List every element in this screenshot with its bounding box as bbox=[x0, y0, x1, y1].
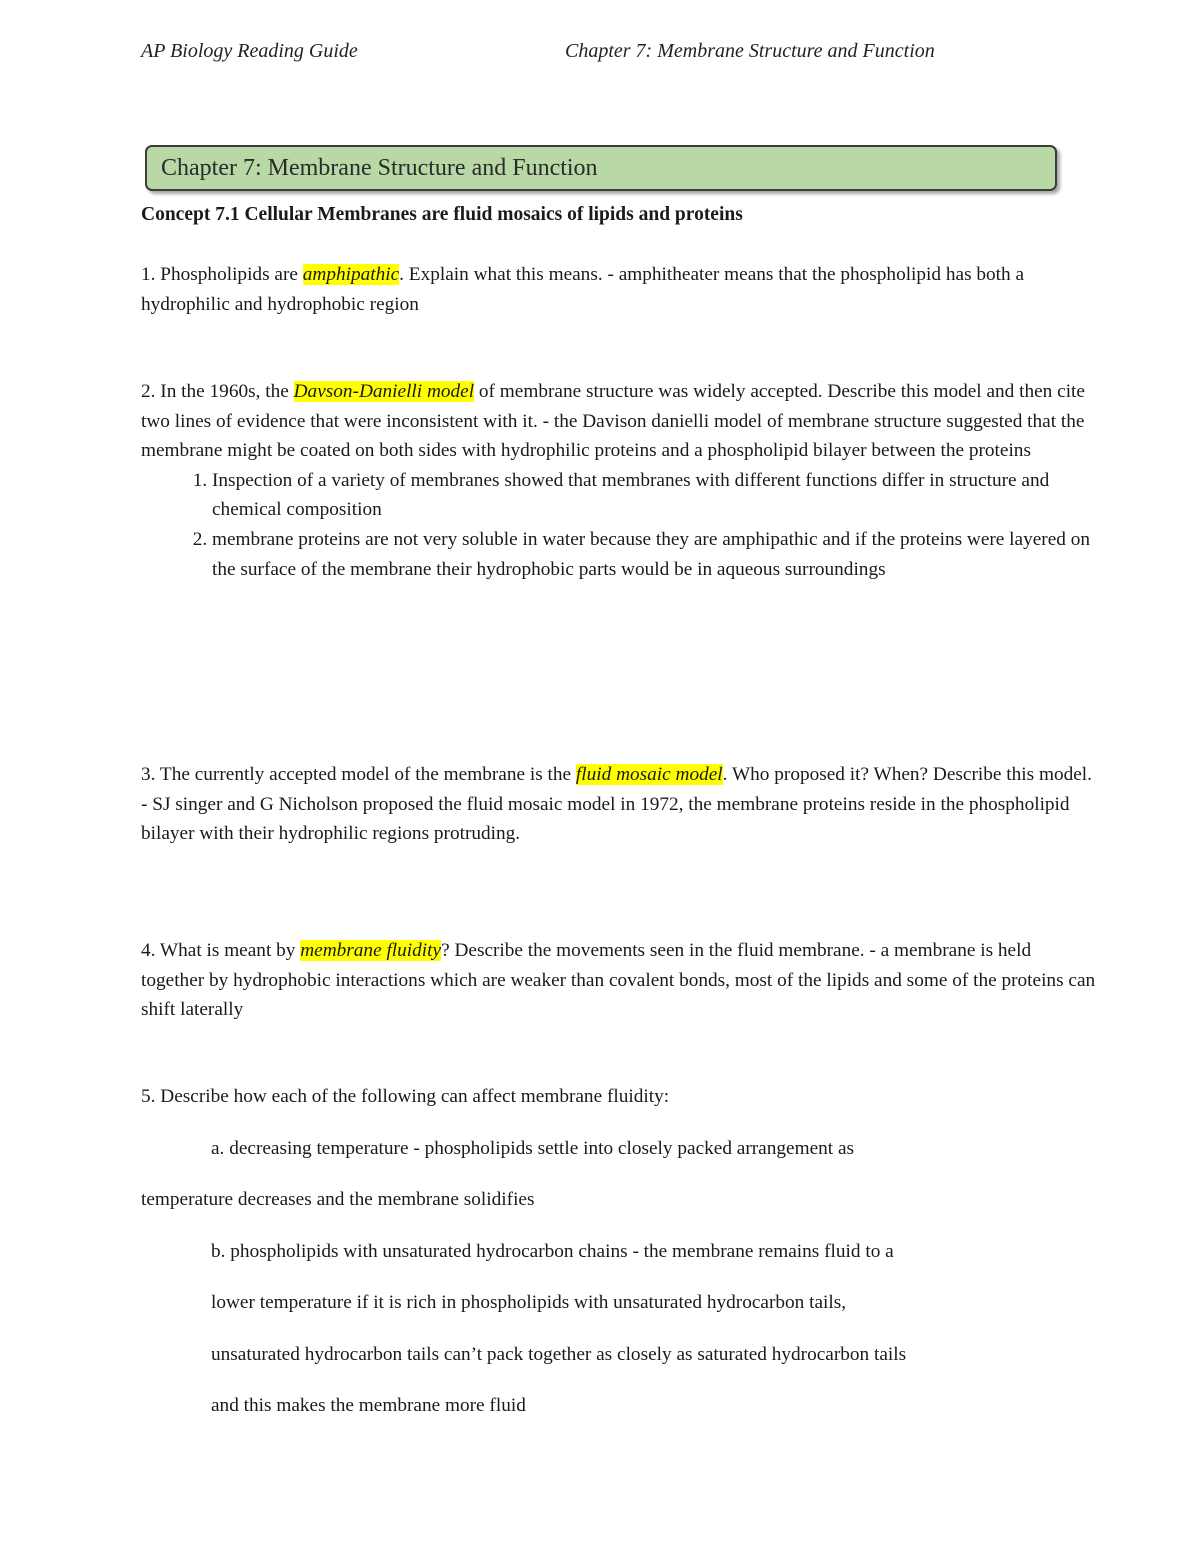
question-5b-line: lower temperature if it is rich in phospholipids with unsaturated hydrocarbon tails, bbox=[211, 1292, 847, 1313]
question-2-answer: of membrane structure was widely accepted. Describe this model and then cite two lines of evidence that were inconsistent with it. - the Davison danielli model of membrane structure suggested that the membrane might be coated on both sides with hydrophilic proteins and a phospholipid bilayer between the proteins bbox=[141, 381, 1085, 462]
question-5b-line: unsaturated hydrocarbon tails can’t pack together as closely as saturated hydrocarbon tails bbox=[211, 1344, 907, 1365]
question-2 bbox=[141, 377, 1096, 584]
question-3-prefix: 3. The currently accepted model of the membrane is the bbox=[141, 764, 576, 785]
evidence-item: 2. membrane proteins are not very soluble in water because they are amphipathic and if the proteins were layered on the surface of the membrane their hydrophobic parts would be in aqueous surroundings bbox=[212, 525, 1096, 584]
evidence-list bbox=[141, 466, 1096, 584]
question-5-intro: 5. Describe how each of the following can affect membrane fluidity: bbox=[141, 1086, 670, 1107]
question-3 bbox=[141, 760, 1096, 849]
question-5b-line: b. phospholipids with unsaturated hydrocarbon chains - the membrane remains fluid to a bbox=[211, 1241, 894, 1262]
chapter-title: Chapter 7: Membrane Structure and Function bbox=[161, 155, 598, 181]
header-left-text: AP Biology Reading Guide bbox=[141, 40, 358, 62]
question-4-prefix: 4. What is meant by bbox=[141, 940, 301, 961]
chapter-title-banner bbox=[145, 145, 1057, 191]
question-2-prefix: 2. In the 1960s, the bbox=[141, 381, 294, 402]
question-1-prefix: 1. Phospholipids are bbox=[141, 264, 303, 285]
evidence-item: 1. Inspection of a variety of membranes showed that membranes with different functions differ in structure and chemical composition bbox=[212, 466, 1096, 525]
question-3-answer: . Who proposed it? When? Describe this model. - SJ singer and G Nicholson proposed the fluid mosaic model in 1972, the membrane proteins reside in the phospholipid bilayer with their hydrophilic regions protruding. bbox=[141, 764, 1092, 845]
question-5b-line: and this makes the membrane more fluid bbox=[211, 1395, 526, 1416]
question-5a-line: a. decreasing temperature - phospholipids settle into closely packed arrangement as bbox=[211, 1138, 855, 1159]
question-1-term: amphipathic bbox=[302, 264, 400, 285]
question-1-answer: . Explain what this means. - amphitheater means that the phospholipid has both a hydrophilic and hydrophobic region bbox=[141, 264, 1025, 315]
concept-heading: Concept 7.1 Cellular Membranes are fluid mosaics of lipids and proteins bbox=[141, 204, 743, 225]
question-2-term: Davson-Danielli model bbox=[293, 381, 475, 402]
question-3-term: fluid mosaic model bbox=[575, 764, 723, 785]
question-4-answer: ? Describe the movements seen in the fluid membrane. - a membrane is held together by hydrophobic interactions which are weaker than covalent bonds, most of the lipids and some of the proteins can shift laterally bbox=[141, 940, 1096, 1021]
header-right-text: Chapter 7: Membrane Structure and Function bbox=[565, 40, 935, 62]
question-4-term: membrane fluidity bbox=[300, 940, 442, 961]
question-5a-line: temperature decreases and the membrane solidifies bbox=[141, 1189, 535, 1210]
question-1 bbox=[141, 260, 1096, 319]
question-4 bbox=[141, 936, 1096, 1025]
page-header bbox=[141, 40, 1061, 68]
